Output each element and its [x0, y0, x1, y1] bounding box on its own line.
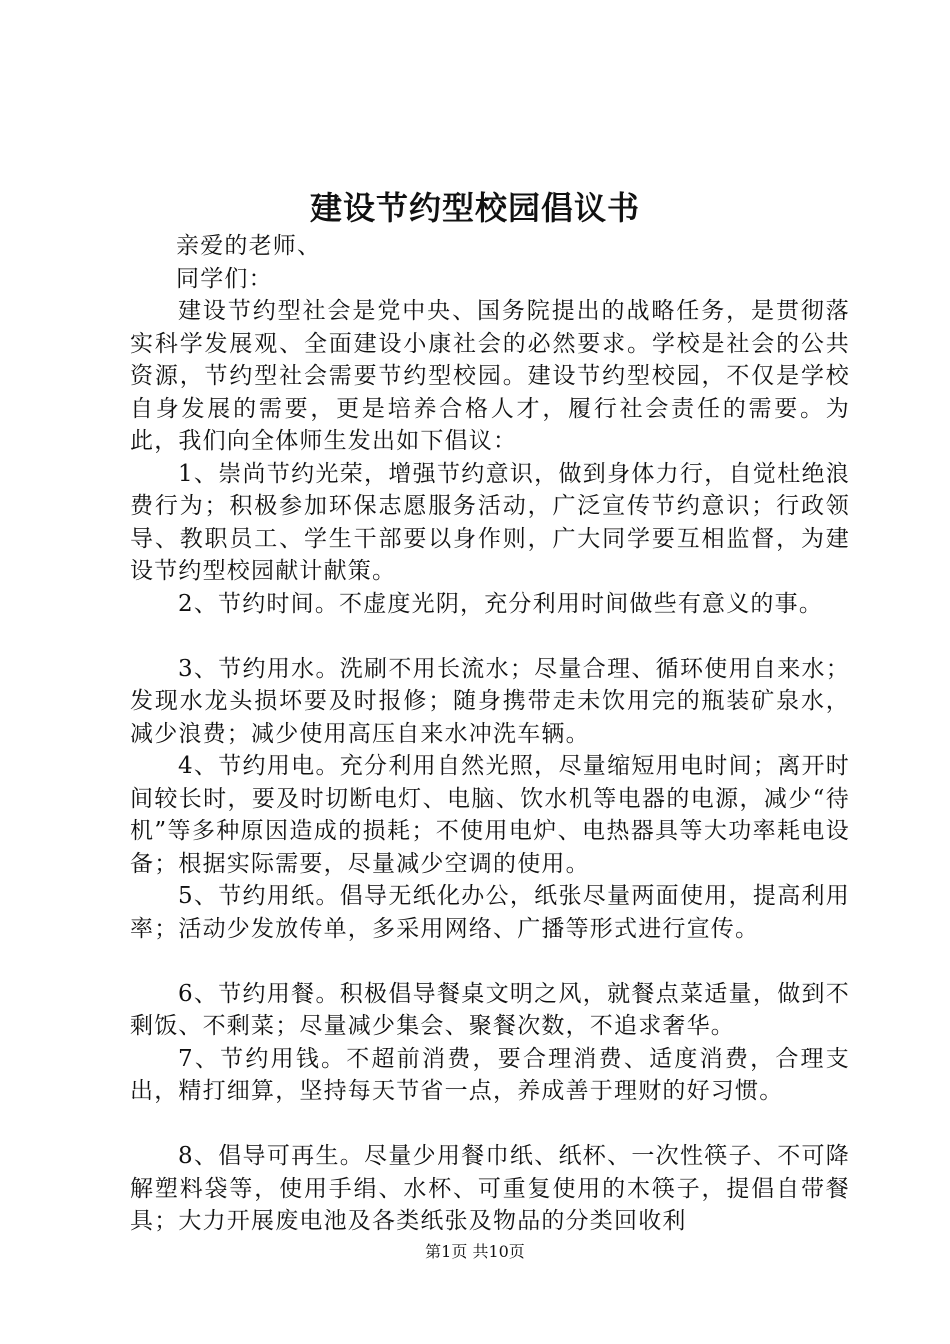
paragraph-spacer	[130, 620, 850, 653]
paragraph-spacer	[130, 1108, 850, 1141]
document-title: 建设节约型校园倡议书	[309, 189, 640, 227]
salutation-line-1: 亲爱的老师、	[176, 233, 322, 259]
paragraph-item-8: 8、倡导可再生。尽量少用餐巾纸、纸杯、一次性筷子、不可降解塑料袋等，使用手绢、水杯、可重复使用的木筷子，提倡自带餐具；大力开展废电池及各类纸张及物品的分类回收利	[130, 1143, 850, 1234]
paragraph-intro: 建设节约型社会是党中央、国务院提出的战略任务，是贯彻落实科学发展观、全面建设小康社会的必然要求。学校是社会的公共资源，节约型社会需要节约型校园。建设节约型校园，不仅是学校自身发展的需要，更是培养合格人才，履行社会责任的需要。为此，我们向全体师生发出如下倡议：	[130, 298, 850, 454]
paragraph-item-6: 6、节约用餐。积极倡导餐桌文明之风，就餐点菜适量，做到不剩饭、不剩菜；尽量减少集会、聚餐次数，不追求奢华。	[130, 980, 850, 1039]
paragraph-item-7: 7、节约用钱。不超前消费，要合理消费、适度消费，合理支出，精打细算，坚持每天节省一点，养成善于理财的好习惯。	[130, 1045, 850, 1104]
paragraph-item-1: 1、崇尚节约光荣，增强节约意识，做到身体力行，自觉杜绝浪费行为；积极参加环保志愿服务活动，广泛宣传节约意识；行政领导、教职员工、学生干部要以身作则，广大同学要互相监督，为建设节约型校园献计献策。	[130, 460, 850, 584]
paragraph-item-4: 4、节约用电。充分利用自然光照，尽量缩短用电时间；离开时间较长时，要及时切断电灯、电脑、饮水机等电器的电源，减少“待机”等多种原因造成的损耗；不使用电炉、电热器具等大功率耗电设备；根据实际需要，尽量减少空调的使用。	[130, 753, 850, 877]
paragraph-spacer	[130, 945, 850, 978]
salutation-line-2: 同学们：	[176, 265, 273, 292]
page-footer: 第1页 共10页	[425, 1242, 525, 1261]
paragraph-item-5: 5、节约用纸。倡导无纸化办公，纸张尽量两面使用，提高利用率；活动少发放传单，多采用网络、广播等形式进行宣传。	[130, 883, 850, 942]
document-body	[130, 230, 850, 1238]
paragraph-item-3: 3、节约用水。洗刷不用长流水；尽量合理、循环使用自来水；发现水龙头损坏要及时报修；随身携带走未饮用完的瓶装矿泉水，减少浪费；减少使用高压自来水冲洗车辆。	[130, 655, 850, 747]
paragraph-item-2: 2、节约时间。不虚度光阴，充分利用时间做些有意义的事。	[178, 590, 824, 617]
